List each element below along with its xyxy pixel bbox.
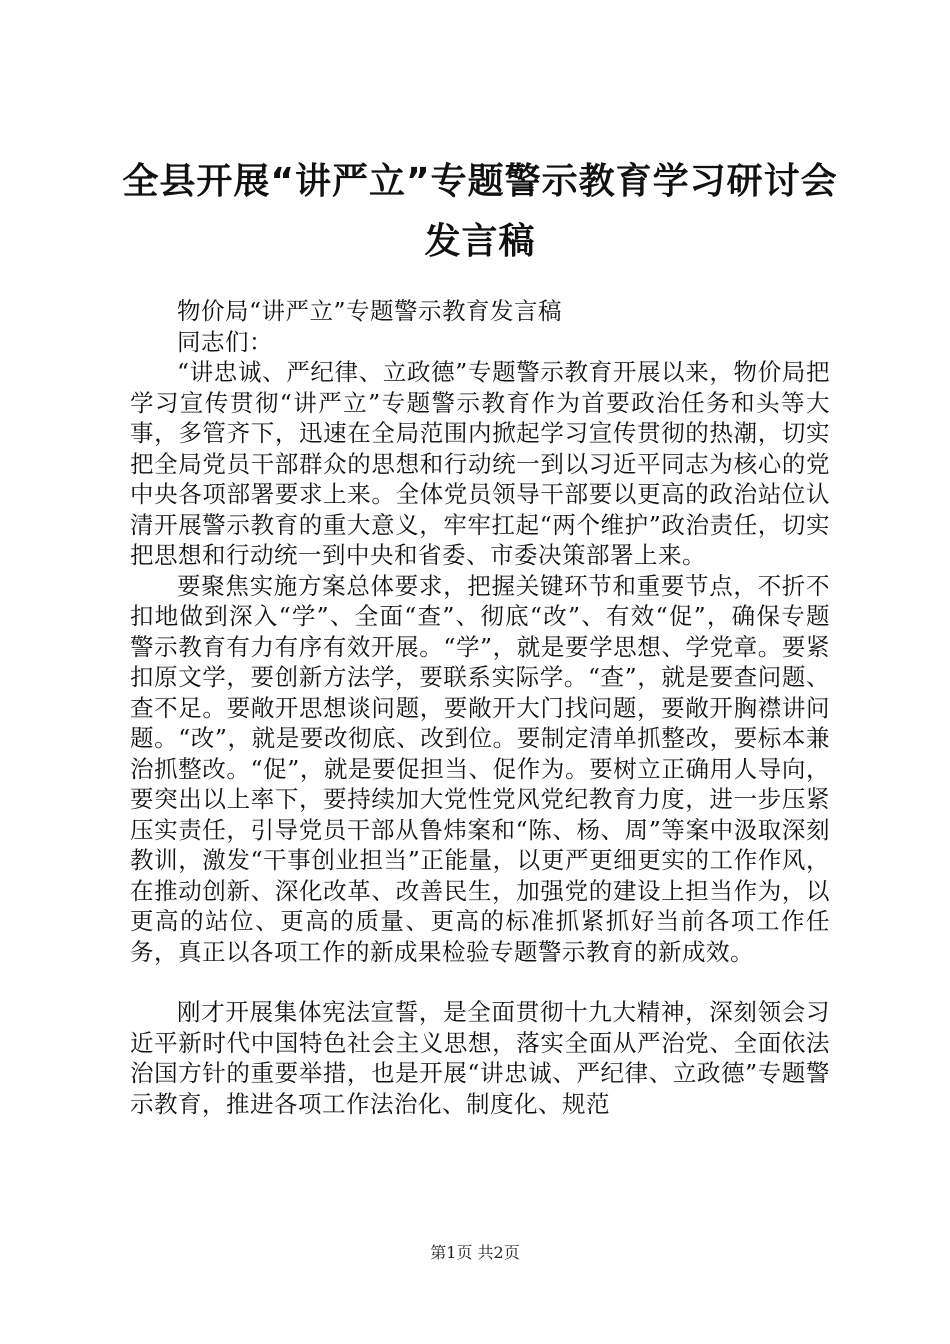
salutation: 同志们： — [177, 327, 273, 356]
document-title-line2: 发言稿 — [424, 221, 536, 262]
page-footer: 第1页 共2页 — [430, 1243, 520, 1262]
paragraph-2: 要聚焦实施方案总体要求，把握关键环节和重要节点，不折不扣地做到深入“学”、全面“查”、彻底“改”、有效“促”，确保专题警示教育有力有序有效开展。“学”，就是要学思想、学党章。要紧扣原文学，要创新方法学，要联系实际学。“查”，就是要查问题、查不足。要敞开思想谈问题，要敞开大门找问题，要敞开胸襟讲问题。“改”，就是要改彻底、改到位。要制定清单抓整改，要标本兼治抓整改。“促”，就是要促担当、促作为。要树立正确用人导向，要突出以上率下，要持续加大党性党风党纪教育力度，进一步压紧压实责任，引导党员干部从鲁炜案和“陈、杨、周”等案中汲取深刻教训，激发“干事创业担当”正能量，以更严更细更实的工作作风，在推动创新、深化改革、改善民生，加强党的建设上担当作为，以更高的站位、更高的质量、更高的标准抓紧抓好当前各项工作任务，真正以各项工作的新成果检验专题警示教育的新成效。 — [130, 571, 830, 966]
document-body — [130, 296, 830, 1119]
paragraph-3: 刚才开展集体宪法宣誓，是全面贯彻十九大精神，深刻领会习近平新时代中国特色社会主义思想，落实全面从严治党、全面依法治国方针的重要举措，也是开展“讲忠诚、严纪律、立政德”专题警示教育，推进各项工作法治化、制度化、规范 — [130, 998, 830, 1118]
paragraph-1: “讲忠诚、严纪律、立政德”专题警示教育开展以来，物价局把学习宣传贯彻“讲严立”专题警示教育作为首要政治任务和头等大事，多管齐下，迅速在全局范围内掀起学习宣传贯彻的热潮，切实把全局党员干部群众的思想和行动统一到以习近平同志为核心的党中央各项部署要求上来。全体党员领导干部要以更高的政治站位认清开展警示教育的重大意义，牢牢扛起“两个维护”政治责任，切实把思想和行动统一到中央和省委、市委决策部署上来。 — [130, 358, 830, 569]
subtitle: 物价局“讲严立”专题警示教育发言稿 — [177, 297, 563, 325]
document-title-line1: 全县开展“讲严立”专题警示教育学习研讨会 — [122, 161, 838, 202]
